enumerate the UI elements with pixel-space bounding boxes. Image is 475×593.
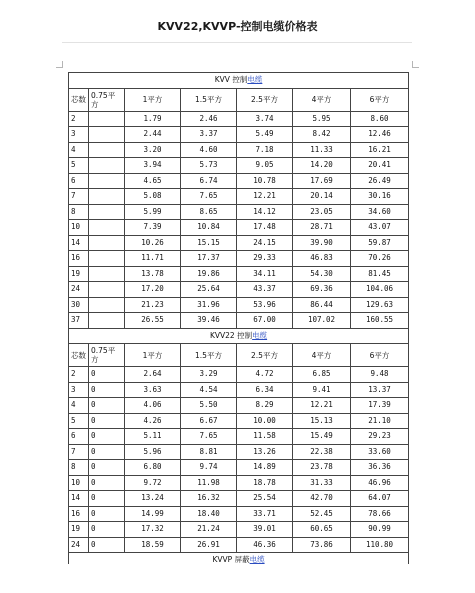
table-cell: 78.66 bbox=[351, 506, 409, 522]
section-title-text: KVVP 屏蔽 bbox=[212, 555, 250, 565]
table-cell: 129.63 bbox=[351, 297, 409, 313]
column-header-s4: 4平方 bbox=[293, 344, 351, 367]
table-cell: 15.15 bbox=[181, 235, 237, 251]
table-cell: 36.36 bbox=[351, 460, 409, 476]
table-cell: 8.42 bbox=[293, 127, 351, 143]
table-cell: 5 bbox=[69, 413, 89, 429]
table-cell: 12.21 bbox=[237, 189, 293, 205]
table-cell: 4.60 bbox=[181, 142, 237, 158]
table-cell: 67.00 bbox=[237, 313, 293, 329]
table-cell: 2.44 bbox=[125, 127, 181, 143]
table-cell: 5.96 bbox=[125, 444, 181, 460]
table-row bbox=[69, 111, 409, 127]
table-cell: 3.37 bbox=[181, 127, 237, 143]
table-cell: 9.41 bbox=[293, 382, 351, 398]
table-cell: 7 bbox=[69, 444, 89, 460]
table-cell: 46.83 bbox=[293, 251, 351, 267]
table-cell: 73.86 bbox=[293, 537, 351, 553]
table-cell: 110.80 bbox=[351, 537, 409, 553]
table-cell: 7.65 bbox=[181, 189, 237, 205]
table-cell: 10 bbox=[69, 220, 89, 236]
table-cell: 90.99 bbox=[351, 522, 409, 538]
table-cell: 30.16 bbox=[351, 189, 409, 205]
table-cell: 17.37 bbox=[181, 251, 237, 267]
table-cell: 4 bbox=[69, 142, 89, 158]
table-cell: 42.70 bbox=[293, 491, 351, 507]
table-cell: 0 bbox=[89, 506, 125, 522]
table-cell: 46.96 bbox=[351, 475, 409, 491]
table-row bbox=[69, 475, 409, 491]
table-cell: 2.46 bbox=[181, 111, 237, 127]
table-row bbox=[69, 204, 409, 220]
table-cell: 19 bbox=[69, 266, 89, 282]
section-title-link[interactable]: 电缆 bbox=[247, 75, 263, 85]
table-cell: 0 bbox=[89, 382, 125, 398]
table-cell: 14 bbox=[69, 491, 89, 507]
table-row bbox=[69, 413, 409, 429]
table-cell: 0 bbox=[89, 475, 125, 491]
table-cell: 10.00 bbox=[237, 413, 293, 429]
table-cell: 6.85 bbox=[293, 367, 351, 383]
table-cell: 17.32 bbox=[125, 522, 181, 538]
table-cell: 7.39 bbox=[125, 220, 181, 236]
table-cell: 43.07 bbox=[351, 220, 409, 236]
table-cell: 4.06 bbox=[125, 398, 181, 414]
table-cell: 33.60 bbox=[351, 444, 409, 460]
table-cell: 2.64 bbox=[125, 367, 181, 383]
table-cell: 3.94 bbox=[125, 158, 181, 174]
table-cell: 3.74 bbox=[237, 111, 293, 127]
table-cell: 8 bbox=[69, 460, 89, 476]
table-cell: 15.49 bbox=[293, 429, 351, 445]
column-header-s1: 1平方 bbox=[125, 344, 181, 367]
table-cell: 7 bbox=[69, 189, 89, 205]
table-cell: 39.01 bbox=[237, 522, 293, 538]
table-cell: 24 bbox=[69, 282, 89, 298]
table-cell bbox=[89, 251, 125, 267]
table-cell: 23.78 bbox=[293, 460, 351, 476]
table-cell: 46.36 bbox=[237, 537, 293, 553]
table-cell: 0 bbox=[89, 398, 125, 414]
table-cell: 39.90 bbox=[293, 235, 351, 251]
table-row bbox=[69, 460, 409, 476]
table-cell: 17.39 bbox=[351, 398, 409, 414]
table-cell: 7.18 bbox=[237, 142, 293, 158]
table-cell: 8.65 bbox=[181, 204, 237, 220]
section-title bbox=[69, 73, 409, 89]
table-cell: 5.49 bbox=[237, 127, 293, 143]
table-row bbox=[69, 537, 409, 553]
table-cell: 13.37 bbox=[351, 382, 409, 398]
table-row bbox=[69, 297, 409, 313]
table-cell: 31.96 bbox=[181, 297, 237, 313]
column-header-s1: 1平方 bbox=[125, 88, 181, 111]
table-cell: 16 bbox=[69, 251, 89, 267]
table-cell: 10.26 bbox=[125, 235, 181, 251]
table-cell: 59.87 bbox=[351, 235, 409, 251]
table-row bbox=[69, 506, 409, 522]
table-cell: 18.78 bbox=[237, 475, 293, 491]
table-row bbox=[69, 235, 409, 251]
table-row bbox=[69, 173, 409, 189]
table-cell: 14.99 bbox=[125, 506, 181, 522]
table-row bbox=[69, 429, 409, 445]
table-cell: 14.89 bbox=[237, 460, 293, 476]
table-cell: 16 bbox=[69, 506, 89, 522]
table-cell: 3 bbox=[69, 127, 89, 143]
table-cell: 29.23 bbox=[351, 429, 409, 445]
section-title-text: KVV 控制 bbox=[214, 75, 248, 85]
table-cell: 3.63 bbox=[125, 382, 181, 398]
table-cell bbox=[89, 313, 125, 329]
column-header-s6: 6平方 bbox=[351, 88, 409, 111]
page-corner-mark bbox=[412, 61, 419, 68]
table-cell: 12.21 bbox=[293, 398, 351, 414]
table-cell: 19 bbox=[69, 522, 89, 538]
column-header-s15: 1.5平方 bbox=[181, 344, 237, 367]
table-cell: 7.65 bbox=[181, 429, 237, 445]
table-cell: 31.33 bbox=[293, 475, 351, 491]
table-row bbox=[69, 220, 409, 236]
table-cell: 9.48 bbox=[351, 367, 409, 383]
table-cell: 16.21 bbox=[351, 142, 409, 158]
table-row bbox=[69, 189, 409, 205]
table-cell bbox=[89, 173, 125, 189]
table-cell: 69.36 bbox=[293, 282, 351, 298]
table-cell: 2 bbox=[69, 111, 89, 127]
table-cell: 11.71 bbox=[125, 251, 181, 267]
table-cell: 6.34 bbox=[237, 382, 293, 398]
table-cell: 30 bbox=[69, 297, 89, 313]
table-row bbox=[69, 398, 409, 414]
table-cell bbox=[89, 204, 125, 220]
table-cell: 17.48 bbox=[237, 220, 293, 236]
table-cell: 12.46 bbox=[351, 127, 409, 143]
table-row bbox=[69, 142, 409, 158]
table-cell: 5.99 bbox=[125, 204, 181, 220]
column-header-s075: 0.75平方 bbox=[89, 344, 125, 367]
table-cell: 5.11 bbox=[125, 429, 181, 445]
table-cell: 5.73 bbox=[181, 158, 237, 174]
table-cell: 64.07 bbox=[351, 491, 409, 507]
table-cell: 4.54 bbox=[181, 382, 237, 398]
table-cell: 34.60 bbox=[351, 204, 409, 220]
table-cell: 24 bbox=[69, 537, 89, 553]
table-cell: 24.15 bbox=[237, 235, 293, 251]
table-row bbox=[69, 282, 409, 298]
table-cell: 26.49 bbox=[351, 173, 409, 189]
table-cell: 4.65 bbox=[125, 173, 181, 189]
column-header-s15: 1.5平方 bbox=[181, 88, 237, 111]
table-row bbox=[69, 266, 409, 282]
table-cell: 21.10 bbox=[351, 413, 409, 429]
table-cell: 21.23 bbox=[125, 297, 181, 313]
table-cell: 33.71 bbox=[237, 506, 293, 522]
price-table bbox=[68, 72, 409, 569]
column-header-s4: 4平方 bbox=[293, 88, 351, 111]
table-cell: 107.02 bbox=[293, 313, 351, 329]
section-title-link[interactable]: 电缆 bbox=[249, 555, 265, 565]
table-row bbox=[69, 158, 409, 174]
table-cell bbox=[89, 142, 125, 158]
column-header-row bbox=[69, 88, 409, 111]
table-cell: 86.44 bbox=[293, 297, 351, 313]
table-cell: 10 bbox=[69, 475, 89, 491]
table-cell: 22.38 bbox=[293, 444, 351, 460]
table-cell: 11.58 bbox=[237, 429, 293, 445]
table-cell: 39.46 bbox=[181, 313, 237, 329]
table-cell bbox=[89, 266, 125, 282]
table-cell: 20.41 bbox=[351, 158, 409, 174]
table-cell: 104.06 bbox=[351, 282, 409, 298]
table-cell: 21.24 bbox=[181, 522, 237, 538]
table-cell: 5.08 bbox=[125, 189, 181, 205]
table-cell: 0 bbox=[89, 429, 125, 445]
table-cell: 0 bbox=[89, 444, 125, 460]
page-corner-mark bbox=[56, 61, 63, 68]
table-row bbox=[69, 382, 409, 398]
table-cell: 17.20 bbox=[125, 282, 181, 298]
column-header-cores: 芯数 bbox=[69, 88, 89, 111]
table-row bbox=[69, 313, 409, 329]
table-cell: 70.26 bbox=[351, 251, 409, 267]
table-row bbox=[69, 367, 409, 383]
table-cell: 34.11 bbox=[237, 266, 293, 282]
table-cell: 13.26 bbox=[237, 444, 293, 460]
header-rule bbox=[62, 42, 412, 43]
column-header-s075: 0.75平方 bbox=[89, 88, 125, 111]
section-title-row bbox=[69, 328, 409, 344]
table-row bbox=[69, 251, 409, 267]
table-cell: 14.12 bbox=[237, 204, 293, 220]
table-cell: 2 bbox=[69, 367, 89, 383]
table-cell: 5 bbox=[69, 158, 89, 174]
table-cell: 5.95 bbox=[293, 111, 351, 127]
table-cell: 8.60 bbox=[351, 111, 409, 127]
section-title-row bbox=[69, 73, 409, 89]
table-cell: 0 bbox=[89, 522, 125, 538]
table-cell: 11.33 bbox=[293, 142, 351, 158]
table-cell: 52.45 bbox=[293, 506, 351, 522]
table-row bbox=[69, 491, 409, 507]
table-cell: 0 bbox=[89, 537, 125, 553]
table-cell: 53.96 bbox=[237, 297, 293, 313]
table-cell: 18.40 bbox=[181, 506, 237, 522]
table-cell bbox=[89, 127, 125, 143]
table-cell: 6.67 bbox=[181, 413, 237, 429]
table-cell: 4.72 bbox=[237, 367, 293, 383]
table-cell: 10.78 bbox=[237, 173, 293, 189]
table-cell: 28.71 bbox=[293, 220, 351, 236]
column-header-s6: 6平方 bbox=[351, 344, 409, 367]
table-cell: 0 bbox=[89, 367, 125, 383]
table-cell bbox=[89, 158, 125, 174]
table-cell bbox=[89, 282, 125, 298]
table-cell: 37 bbox=[69, 313, 89, 329]
table-cell: 9.05 bbox=[237, 158, 293, 174]
table-cell bbox=[89, 297, 125, 313]
table-cell: 25.64 bbox=[181, 282, 237, 298]
table-cell: 26.91 bbox=[181, 537, 237, 553]
table-row bbox=[69, 444, 409, 460]
table-cell: 16.32 bbox=[181, 491, 237, 507]
table-cell: 3.20 bbox=[125, 142, 181, 158]
table-cell: 13.78 bbox=[125, 266, 181, 282]
page-bottom-margin bbox=[0, 564, 475, 593]
table-cell: 0 bbox=[89, 460, 125, 476]
table-cell: 15.13 bbox=[293, 413, 351, 429]
section-title bbox=[69, 328, 409, 344]
section-title-text: KVV22 控制 bbox=[209, 330, 253, 340]
table-cell: 6 bbox=[69, 173, 89, 189]
table-cell: 60.65 bbox=[293, 522, 351, 538]
table-cell: 25.54 bbox=[237, 491, 293, 507]
table-cell: 20.14 bbox=[293, 189, 351, 205]
table-cell bbox=[89, 220, 125, 236]
table-cell: 54.30 bbox=[293, 266, 351, 282]
section-title-link[interactable]: 电缆 bbox=[252, 330, 268, 340]
table-cell: 14.20 bbox=[293, 158, 351, 174]
table-cell: 5.50 bbox=[181, 398, 237, 414]
table-row bbox=[69, 127, 409, 143]
table-cell: 4.26 bbox=[125, 413, 181, 429]
table-cell: 0 bbox=[89, 413, 125, 429]
table-cell: 29.33 bbox=[237, 251, 293, 267]
table-cell: 18.59 bbox=[125, 537, 181, 553]
table-cell: 3 bbox=[69, 382, 89, 398]
table-cell: 0 bbox=[89, 491, 125, 507]
table-cell: 8.29 bbox=[237, 398, 293, 414]
table-cell: 26.55 bbox=[125, 313, 181, 329]
table-cell: 11.98 bbox=[181, 475, 237, 491]
table-row bbox=[69, 522, 409, 538]
table-cell: 8.81 bbox=[181, 444, 237, 460]
table-cell: 3.29 bbox=[181, 367, 237, 383]
column-header-row bbox=[69, 344, 409, 367]
table-cell: 81.45 bbox=[351, 266, 409, 282]
column-header-s25: 2.5平方 bbox=[237, 344, 293, 367]
table-cell: 17.69 bbox=[293, 173, 351, 189]
table-cell: 10.84 bbox=[181, 220, 237, 236]
column-header-cores: 芯数 bbox=[69, 344, 89, 367]
table-cell bbox=[89, 111, 125, 127]
table-cell: 160.55 bbox=[351, 313, 409, 329]
table-cell: 8 bbox=[69, 204, 89, 220]
table-cell: 9.72 bbox=[125, 475, 181, 491]
table-cell: 6.80 bbox=[125, 460, 181, 476]
table-cell: 43.37 bbox=[237, 282, 293, 298]
table-cell: 14 bbox=[69, 235, 89, 251]
table-cell: 9.74 bbox=[181, 460, 237, 476]
column-header-s25: 2.5平方 bbox=[237, 88, 293, 111]
table-cell: 13.24 bbox=[125, 491, 181, 507]
document-title: KVV22,KVVP-控制电缆价格表 bbox=[157, 20, 318, 33]
table-cell: 6.74 bbox=[181, 173, 237, 189]
table-cell: 4 bbox=[69, 398, 89, 414]
table-cell: 23.05 bbox=[293, 204, 351, 220]
table-cell: 6 bbox=[69, 429, 89, 445]
table-cell bbox=[89, 235, 125, 251]
table-cell bbox=[89, 189, 125, 205]
table-cell: 19.86 bbox=[181, 266, 237, 282]
table-cell: 1.79 bbox=[125, 111, 181, 127]
